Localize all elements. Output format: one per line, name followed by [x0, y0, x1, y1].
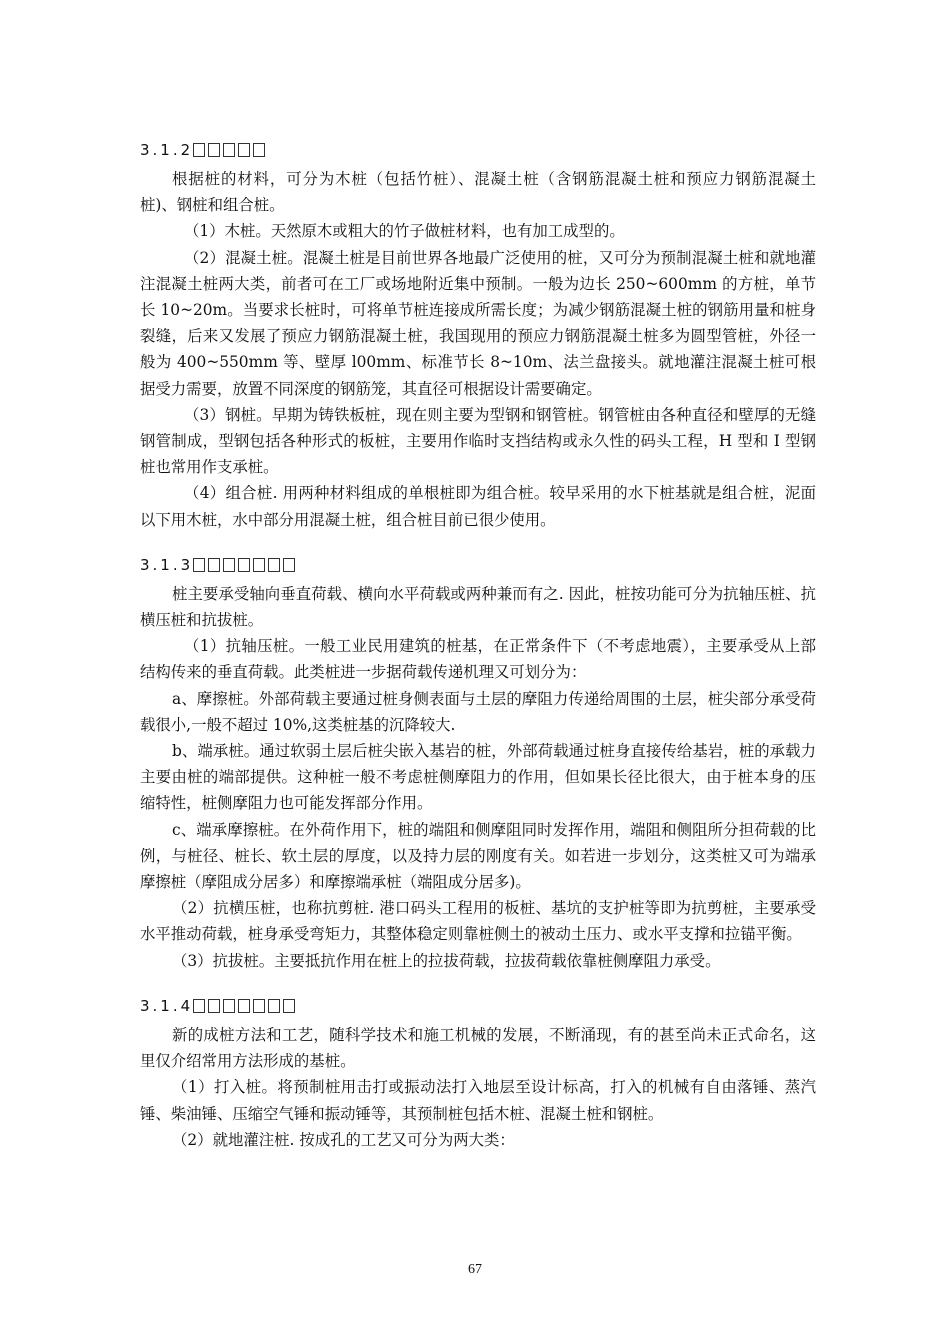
missing-glyph-icon [238, 143, 250, 157]
paragraph: （4）组合桩. 用两种材料组成的单根桩即为组合桩。较早采用的水下桩基就是组合桩，泥面以下用木桩，水中部分用混凝土桩，组合桩目前已很少使用。 [140, 484, 816, 529]
page-content [140, 138, 816, 1153]
paragraph: b、端承桩。通过软弱土层后桩尖嵌入基岩的桩，外部荷载通过桩身直接传给基岩，桩的承载力主要由桩的端部提供。这种桩一般不考虑桩侧摩阻力的作用，但如果长径比很大，由于桩本身的压缩特性，桩侧摩阻力也可能发挥部分作用。 [140, 742, 816, 813]
paragraph: c、端承摩擦桩。在外荷作用下，桩的端阻和侧摩阻同时发挥作用，端阻和侧阻所分担荷载的比例，与桩径、桩长、软土层的厚度，以及持力层的刚度有关。如若进一步划分，这类桩又可为端承摩擦桩（摩阻成分居多）和摩擦端承桩（端阻成分居多)。 [140, 820, 816, 892]
missing-glyph-icon [193, 143, 205, 157]
missing-glyph-icon [253, 558, 265, 572]
paragraph: （1）木桩。天然原木或粗大的竹子做桩材料，也有加工成型的。 [184, 222, 625, 241]
missing-glyph-icon [253, 999, 265, 1013]
page-number: 67 [468, 1262, 482, 1277]
paragraph: 新的成桩方法和工艺，随科学技术和施工机械的发展，不断涌现，有的甚至尚未正式命名，这里仅介绍常用方法形成的基桩。 [140, 1025, 816, 1071]
missing-glyph-icon [268, 558, 280, 572]
paragraph: （1）抗轴压桩。一般工业民用建筑的桩基，在正常条件下（不考虑地震），主要承受从上部结构传来的垂直荷载。此类桩进一步据荷载传递机理又可划分为： [140, 637, 816, 682]
missing-glyph-icon [283, 558, 295, 572]
missing-glyph-icon [253, 143, 265, 157]
paragraph: （3）钢桩。早期为铸铁板桩，现在则主要为型钢和钢管桩。钢管桩由各种直径和壁厚的无缝钢管制成，型钢包括各种形式的板桩，主要用作临时支挡结构或永久性的码头工程，H 型和 I 型钢桩也常用作支承桩。 [140, 405, 816, 477]
paragraph: 桩主要承受轴向垂直荷载、横向水平荷载或两种兼而有之. 因此，桩按功能可分为抗轴压桩、抗横压桩和抗拔桩。 [140, 584, 816, 630]
section-heading-3-1-4 [140, 994, 816, 1018]
missing-glyph-icon [268, 999, 280, 1013]
missing-glyph-icon [208, 999, 220, 1013]
paragraph: a、摩擦桩。外部荷载主要通过桩身侧表面与土层的摩阻力传递给周围的土层，桩尖部分承受荷载很小,一般不超过 10%,这类桩基的沉降较大. [140, 689, 816, 734]
missing-glyph-icon [223, 999, 235, 1013]
paragraph: （3）抗拔桩。主要抵抗作用在桩上的拉拔荷载，拉拔荷载依靠桩侧摩阻力承受。 [172, 951, 721, 970]
paragraph: （1）打入桩。将预制桩用击打或振动法打入地层至设计标高，打入的机械有自由落锤、蒸汽锤、柴油锤、压缩空气锤和振动锤等，其预制桩包括木桩、混凝土桩和钢桩。 [140, 1078, 816, 1123]
missing-glyph-icon [283, 999, 295, 1013]
paragraph: 根据桩的材料，可分为木桩（包括竹桩）、混凝土桩（含钢筋混凝土桩和预应力钢筋混凝土桩)、钢桩和组合桩。 [140, 170, 816, 215]
section-number: 3.1.4 [140, 996, 194, 1015]
section-number: 3.1.3 [140, 555, 194, 574]
missing-glyph-icon [193, 558, 205, 572]
missing-glyph-icon [193, 999, 205, 1013]
missing-glyph-icon [238, 558, 250, 572]
missing-glyph-icon [223, 143, 235, 157]
section-number: 3.1.2 [140, 141, 194, 159]
missing-glyph-icon [208, 143, 220, 157]
paragraph: （2）就地灌注桩. 按成孔的工艺又可分为两大类： [172, 1130, 515, 1149]
missing-glyph-icon [223, 558, 235, 572]
section-heading-3-1-2 [140, 138, 816, 162]
paragraph: （2）抗横压桩，也称抗剪桩. 港口码头工程用的板桩、基坑的支护桩等即为抗剪桩，主要承受水平推动荷载，桩身承受弯矩力，其整体稳定则靠桩侧土的被动土压力、或水平支撑和拉锚平衡。 [140, 899, 816, 944]
missing-glyph-icon [208, 558, 220, 572]
paragraph: （2）混凝土桩。混凝土桩是目前世界各地最广泛使用的桩，又可分为预制混凝土桩和就地灌注混凝土桩两大类，前者可在工厂或场地附近集中预制。一般为边长 250~600mm 的方桩，单节长 10~20m。当要求长桩时，可将单节桩连接成所需长度；为减少钢筋混凝土桩的钢筋用量和桩身裂缝，后来又发展了预应力钢筋混凝土桩，我国现用的预应力钢筋混凝土桩多为圆型管桩，外径一般为 400~550mm 等、壁厚 l00mm、标准节长 8~10m、法兰盘接头。就地灌注混凝土桩可根据受力需要，放置不同深度的钢筋笼，其直径可根据设计需要确定。 [140, 248, 816, 398]
missing-glyph-icon [238, 999, 250, 1013]
section-heading-3-1-3 [140, 553, 816, 577]
